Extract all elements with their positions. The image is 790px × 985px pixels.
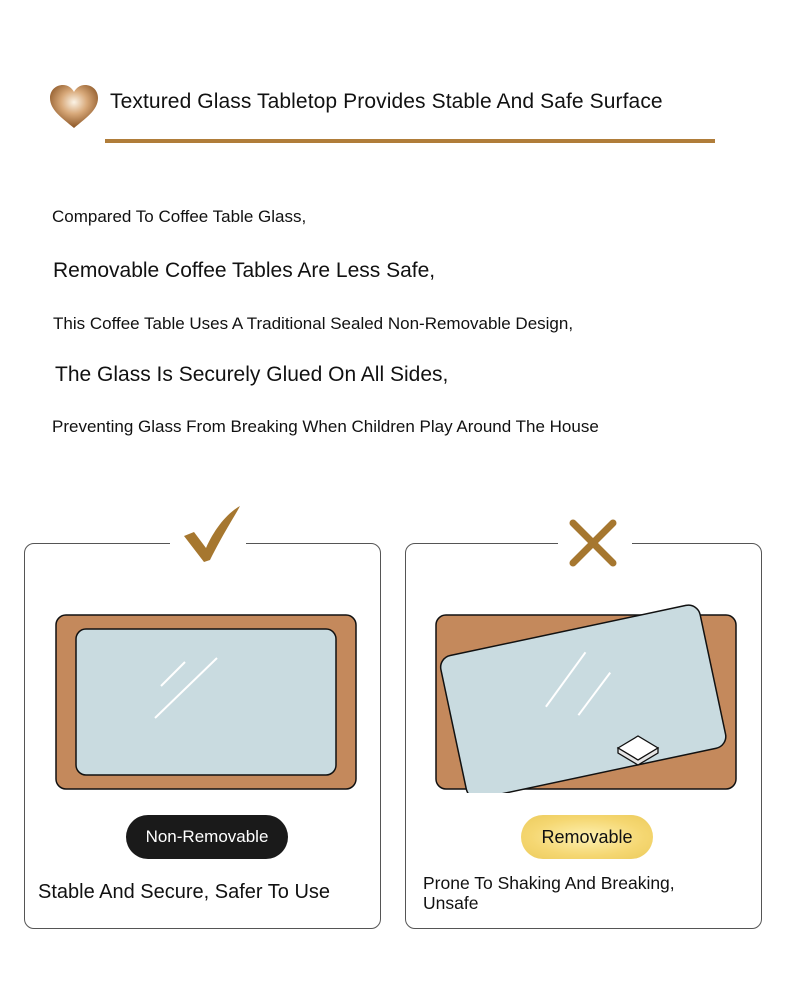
bad-option-caption-line-2: Unsafe [423,893,479,913]
description-line-4: The Glass Is Securely Glued On All Sides, [55,363,449,386]
heart-icon [48,84,100,130]
non-removable-badge [126,815,288,859]
removable-badge-label: Removable [541,827,633,847]
title-underline [105,139,715,143]
bad-option-caption-line-1: Prone To Shaking And Breaking, [423,873,675,893]
description-line-2: Removable Coffee Tables Are Less Safe, [53,259,436,282]
good-option-caption: Stable And Secure, Safer To Use [38,881,331,903]
description-line-3: This Coffee Table Uses A Traditional Sealed Non-Removable Design, [53,314,574,333]
sealed-table-illustration [55,614,358,792]
removable-table-illustration [435,578,740,793]
removable-badge [521,815,653,859]
description-line-1: Compared To Coffee Table Glass, [52,207,307,226]
page-title: Textured Glass Tabletop Provides Stable And Safe Surface [110,90,663,113]
checkmark-icon [180,504,244,564]
cross-icon [568,518,618,568]
bad-option-caption [423,873,675,913]
description-line-5: Preventing Glass From Breaking When Children Play Around The House [52,417,599,436]
non-removable-badge-label: Non-Removable [145,827,269,846]
